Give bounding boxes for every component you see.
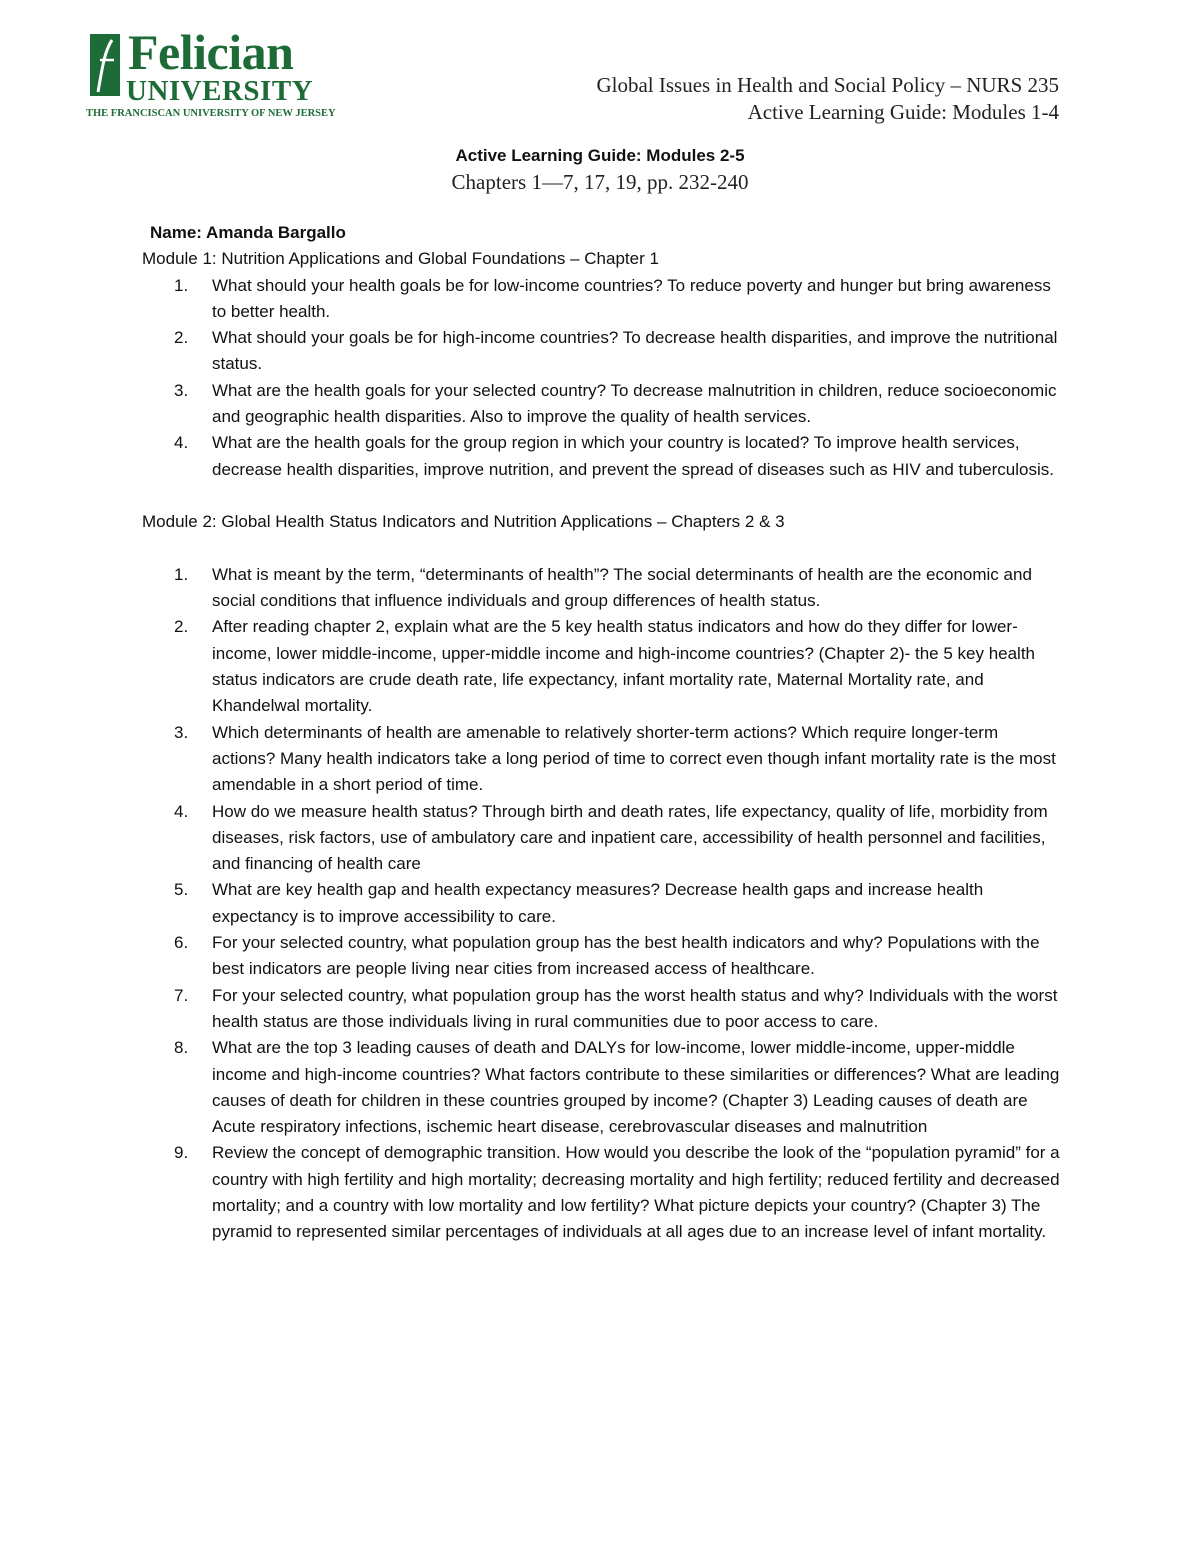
logo-tagline: THE FRANCISCAN UNIVERSITY OF NEW JERSEY <box>86 108 336 119</box>
question-text: For your selected country, what population group has the best health indicators and why? Populations with the best indicators are people living near cities from increased access of healthcare. <box>212 933 1040 979</box>
section-spacer <box>142 483 1062 509</box>
question-number: 1. <box>174 275 189 295</box>
question-item <box>142 1140 1062 1245</box>
question-text: What are the top 3 leading causes of death and DALYs for low-income, lower middle-income, upper-middle income and high-income countries? What factors contribute to these similarities or differences? What are leading causes of death for children in these countries grouped by income? (Chapter 3) Leading causes of death are Acute respiratory infections, ischemic heart disease, cerebrovascular diseases and malnutrition <box>212 1038 1060 1137</box>
question-text: What should your goals be for high-income countries? To decrease health disparities, and improve the nutritional status. <box>212 328 1058 374</box>
question-text: What are key health gap and health expectancy measures? Decrease health gaps and increase health expectancy is to improve accessibility to care. <box>212 880 984 926</box>
question-text: What is meant by the term, “determinants of health”? The social determinants of health are the economic and social conditions that influence individuals and group differences of health status. <box>212 564 1032 611</box>
question-item <box>142 720 1062 799</box>
question-number: 3. <box>174 380 189 400</box>
question-number: 1. <box>174 564 189 584</box>
document-body <box>142 220 1062 1246</box>
question-item <box>142 378 1062 431</box>
question-item <box>142 930 1062 983</box>
question-item <box>142 799 1062 878</box>
logo-subtitle: UNIVERSITY <box>126 75 314 107</box>
question-item <box>142 325 1062 378</box>
question-item <box>142 877 1062 930</box>
question-text: What are the health goals for the group region in which your country is located? To improve health services, decrease health disparities, improve nutrition, and prevent the spread of diseases such as HIV and tuberculosis. <box>212 433 1054 479</box>
student-name: Name: Amanda Bargallo <box>150 223 346 242</box>
question-number: 7. <box>174 985 189 1005</box>
document-title: Active Learning Guide: Modules 2-5 <box>455 146 745 165</box>
question-item <box>142 562 1062 615</box>
felician-f-mark-icon <box>90 30 124 100</box>
question-item <box>142 273 1062 326</box>
question-number: 2. <box>174 328 189 348</box>
section-spacer <box>142 536 1062 562</box>
document-subtitle: Chapters 1—7, 17, 19, pp. 232-240 <box>451 170 749 194</box>
question-text: Review the concept of demographic transition. How would you describe the look of the “population pyramid” for a country with high fertility and high mortality; decreasing mortality and high fertility; reduced fertility and decreased mortality; and a country with low mortality and low fertility? What picture depicts your country? (Chapter 3) The pyramid to represented similar percentages of individuals at all ages due to an increase level of infant mortality. <box>212 1143 1060 1242</box>
module-2-questions <box>142 562 1062 1246</box>
header-course: Global Issues in Health and Social Policy – NURS 235 <box>596 73 1059 97</box>
question-item <box>142 614 1062 719</box>
question-number: 5. <box>174 880 189 900</box>
logo-name: Felician <box>128 24 294 80</box>
question-number: 8. <box>174 1038 189 1058</box>
question-number: 4. <box>174 801 189 821</box>
question-number: 6. <box>174 933 189 953</box>
header-guide: Active Learning Guide: Modules 1-4 <box>747 100 1059 124</box>
page-header <box>596 72 1059 126</box>
question-text: What should your health goals be for low-income countries? To reduce poverty and hunger but bring awareness to better health. <box>212 275 1051 321</box>
question-number: 9. <box>174 1143 189 1163</box>
question-text: After reading chapter 2, explain what are the 5 key health status indicators and how do they differ for lower-income, lower middle-income, upper-middle income and high-income countries? (Chapter 2)- the 5 key health status indicators are crude death rate, life expectancy, infant mortality rate, Maternal Mortality rate, and Khandelwal mortality. <box>212 617 1036 716</box>
question-number: 2. <box>174 617 189 637</box>
question-item <box>142 1035 1062 1140</box>
question-text: For your selected country, what population group has the worst health status and why? Individuals with the worst health status are those individuals living in rural communities due to poor access to care. <box>212 985 1058 1031</box>
question-number: 3. <box>174 722 189 742</box>
module-1-heading: Module 1: Nutrition Applications and Global Foundations – Chapter 1 <box>142 249 659 269</box>
question-number: 4. <box>174 433 189 453</box>
module-1-questions <box>142 273 1062 483</box>
felician-university-logo <box>86 24 338 122</box>
question-text: Which determinants of health are amenable to relatively shorter-term actions? Which require longer-term actions? Many health indicators take a long period of time to correct even though infant mortality rate is the most amendable in a short period of time. <box>212 722 1056 795</box>
question-text: What are the health goals for your selected country? To decrease malnutrition in children, reduce socioeconomic and geographic health disparities. Also to improve the quality of health services. <box>212 380 1057 427</box>
question-item <box>142 983 1062 1036</box>
question-text: How do we measure health status? Through birth and death rates, life expectancy, quality of life, morbidity from diseases, risk factors, use of ambulatory care and inpatient care, accessibility of health personnel and facilities, and financing of health care <box>212 801 1048 874</box>
question-item <box>142 430 1062 483</box>
module-2-heading: Module 2: Global Health Status Indicators and Nutrition Applications – Chapters 2 & 3 <box>142 512 785 532</box>
